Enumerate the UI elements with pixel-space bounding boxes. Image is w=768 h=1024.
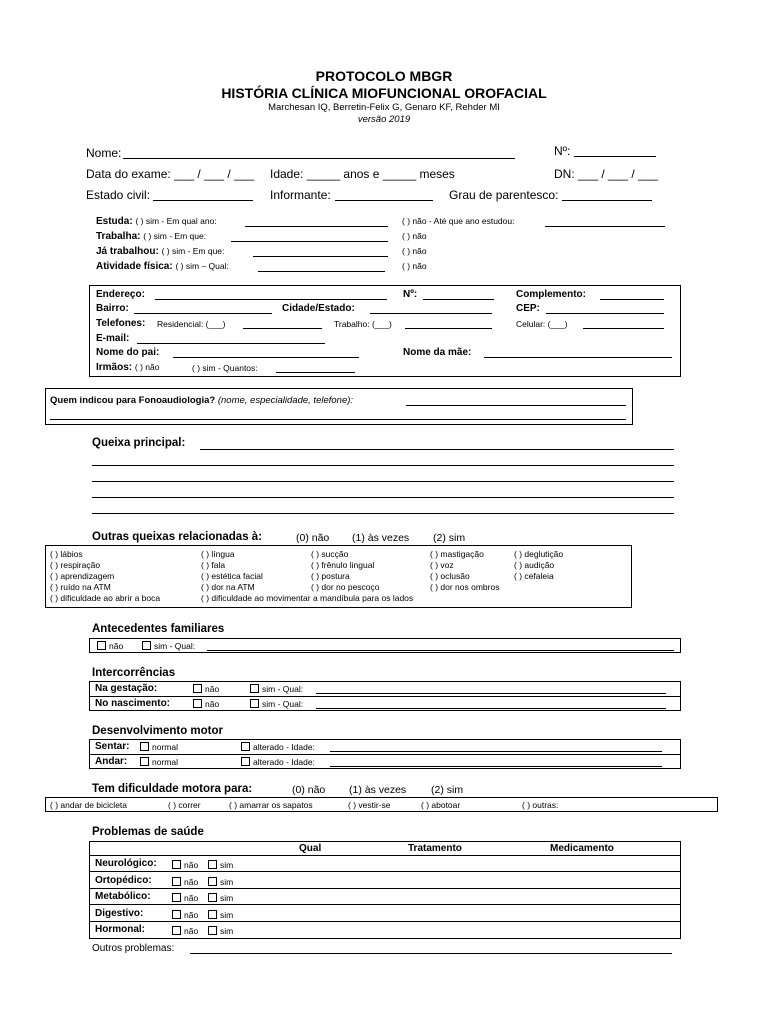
field-andar[interactable] — [330, 766, 662, 767]
complaint-item[interactable]: ( ) dor no pescoço — [311, 582, 380, 592]
complaint-item[interactable]: ( ) respiração — [50, 560, 101, 570]
form-version: versão 2019 — [357, 114, 411, 125]
field-queixa-4[interactable] — [92, 497, 674, 498]
antecedentes-nao[interactable]: não — [97, 641, 123, 651]
checkbox-icon — [208, 860, 217, 869]
label-irmaos: Irmãos: ( ) não — [96, 362, 160, 373]
col-qual: Qual — [299, 843, 322, 854]
label-outras-o1: (1) às vezes — [352, 532, 410, 544]
complaint-item[interactable]: ( ) oclusão — [430, 571, 470, 581]
complaint-item[interactable]: ( ) dor na ATM — [201, 582, 255, 592]
health-nao[interactable]: não — [172, 910, 198, 920]
complaint-item[interactable]: ( ) dificuldade ao movimentar a mandíbula para os lados — [201, 593, 414, 603]
label-atividade: Atividade física: ( ) sim – Qual: — [96, 261, 229, 272]
label-outras-o0: (0) não — [296, 532, 330, 544]
checkbox-icon — [193, 684, 202, 693]
checkbox-icon — [250, 684, 259, 693]
sentar-normal[interactable]: normal — [140, 742, 178, 752]
health-row-divider — [89, 904, 681, 905]
label-outros-problemas: Outros problemas: — [92, 943, 175, 954]
health-row-label: Neurológico: — [95, 858, 157, 869]
label-numero: Nº: — [554, 144, 571, 158]
label-dif-o0: (0) não — [292, 784, 326, 796]
difficulty-item[interactable]: ( ) vestir-se — [348, 800, 391, 810]
label-email: E-mail: — [96, 333, 130, 344]
field-mae[interactable] — [484, 357, 672, 358]
field-gestacao[interactable] — [316, 693, 666, 694]
label-dif-o2: (2) sim — [431, 784, 464, 796]
checkbox-icon — [208, 893, 217, 902]
complaint-item[interactable]: ( ) deglutição — [514, 549, 564, 559]
label-cep: CEP: — [516, 303, 540, 314]
difficulty-item[interactable]: ( ) outras: — [522, 800, 559, 810]
label-grau: Grau de parentesco: — [449, 188, 559, 202]
complaint-item[interactable]: ( ) aprendizagem — [50, 571, 115, 581]
label-nome: Nome: — [86, 146, 122, 160]
complaint-item[interactable]: ( ) fala — [201, 560, 226, 570]
checkbox-icon — [142, 641, 151, 650]
field-queixa-5[interactable] — [92, 513, 674, 514]
field-queixa-2[interactable] — [92, 465, 674, 466]
checkbox-icon — [172, 926, 181, 935]
field-end-numero[interactable] — [423, 299, 494, 300]
label-bairro: Bairro: — [96, 303, 129, 314]
label-estado-civil: Estado civil: — [86, 188, 151, 202]
health-sim[interactable]: sim — [208, 860, 233, 870]
label-endereco: Endereço: — [96, 289, 145, 300]
field-indicacao-1[interactable] — [406, 405, 626, 406]
field-estuda-sim[interactable] — [245, 226, 388, 227]
label-queixa: Queixa principal: — [92, 437, 186, 449]
label-sentar: Sentar: — [95, 741, 130, 752]
label-informante: Informante: — [270, 188, 331, 202]
antecedentes-sim[interactable]: sim - Qual: — [142, 641, 195, 651]
complaint-item[interactable]: ( ) lábios — [50, 549, 83, 559]
label-intercorrencias: Intercorrências — [92, 667, 176, 679]
health-sim[interactable]: sim — [208, 893, 233, 903]
label-celular: Celular: (___) — [516, 319, 568, 329]
field-queixa-1[interactable] — [200, 449, 674, 450]
field-cep[interactable] — [546, 313, 664, 314]
motor-divider — [89, 754, 681, 755]
field-sentar[interactable] — [330, 751, 662, 752]
label-ja-trabalhou-nao: ( ) não — [402, 246, 427, 256]
field-email[interactable] — [137, 343, 325, 344]
label-pai: Nome do pai: — [96, 347, 160, 358]
complaint-item[interactable]: ( ) mastigação — [430, 549, 484, 559]
label-residencial: Residencial: (___) — [157, 319, 226, 329]
label-idade: Idade: _____ anos e _____ meses — [270, 167, 455, 181]
field-pai[interactable] — [173, 357, 359, 358]
label-telefones: Telefones: — [96, 318, 146, 329]
label-dificuldade: Tem dificuldade motora para: — [92, 783, 253, 795]
checkbox-icon — [241, 757, 250, 766]
complaint-item[interactable]: ( ) postura — [311, 571, 350, 581]
label-dn: DN: ___ / ___ / ___ — [554, 167, 659, 181]
checkbox-icon — [140, 742, 149, 751]
label-data-exame: Data do exame: ___ / ___ / ___ — [86, 167, 255, 181]
field-trabalha-sim[interactable] — [231, 241, 388, 242]
complications-divider — [89, 696, 681, 697]
label-estuda: Estuda: ( ) sim - Em qual ano: — [96, 216, 217, 227]
field-nome[interactable] — [123, 158, 515, 159]
checkbox-icon — [241, 742, 250, 751]
checkbox-icon — [193, 699, 202, 708]
difficulty-item[interactable]: ( ) amarrar os sapatos — [229, 800, 313, 810]
checkbox-icon — [172, 893, 181, 902]
label-motor: Desenvolvimento motor — [92, 725, 223, 737]
field-indicacao-2[interactable] — [50, 419, 626, 420]
health-row-divider — [89, 921, 681, 922]
health-nao[interactable]: não — [172, 860, 198, 870]
label-antecedentes: Antecedentes familiares — [92, 623, 225, 635]
nascimento-sim[interactable]: sim - Qual: — [250, 699, 303, 709]
complaint-item[interactable]: ( ) dor nos ombros — [430, 582, 500, 592]
field-trabalho-tel[interactable] — [405, 328, 492, 329]
field-atividade-sim[interactable] — [258, 271, 385, 272]
field-nascimento[interactable] — [316, 708, 666, 709]
health-nao[interactable]: não — [172, 877, 198, 887]
health-row-divider — [89, 871, 681, 872]
health-nao[interactable]: não — [172, 926, 198, 936]
field-cidade[interactable] — [370, 313, 492, 314]
difficulty-item[interactable]: ( ) correr — [168, 800, 201, 810]
label-ja-trabalhou: Já trabalhou: ( ) sim - Em que: — [96, 246, 225, 257]
complaint-item[interactable]: ( ) língua — [201, 549, 235, 559]
field-grau[interactable] — [562, 200, 652, 201]
label-trabalho-tel: Trabalho: (___) — [334, 319, 392, 329]
label-outras-queixas: Outras queixas relacionadas à: — [92, 531, 263, 543]
form-title: PROTOCOLO MBGR — [315, 68, 453, 84]
checkbox-icon — [208, 910, 217, 919]
label-andar: Andar: — [95, 756, 128, 767]
col-medicamento: Medicamento — [550, 843, 614, 854]
health-sim[interactable]: sim — [208, 910, 233, 920]
field-antecedentes[interactable] — [207, 650, 674, 651]
field-complemento[interactable] — [600, 299, 664, 300]
complaint-item[interactable]: ( ) frênulo lingual — [311, 560, 375, 570]
complaint-item[interactable]: ( ) sucção — [311, 549, 349, 559]
health-row-divider — [89, 855, 681, 856]
field-estado-civil[interactable] — [153, 200, 253, 201]
complaint-item[interactable]: ( ) estética facial — [201, 571, 263, 581]
form-subtitle: HISTÓRIA CLÍNICA MIOFUNCIONAL OROFACIAL — [221, 85, 547, 101]
field-bairro[interactable] — [134, 313, 272, 314]
label-cidade: Cidade/Estado: — [282, 303, 355, 314]
complaint-item[interactable]: ( ) dificuldade ao abrir a boca — [50, 593, 161, 603]
health-row-divider — [89, 888, 681, 889]
label-saude: Problemas de saúde — [92, 826, 204, 838]
label-atividade-nao: ( ) não — [402, 261, 427, 271]
label-gestacao: Na gestação: — [95, 683, 158, 694]
field-informante[interactable] — [335, 200, 433, 201]
difficulty-item[interactable]: ( ) abotoar — [421, 800, 461, 810]
col-tratamento: Tratamento — [408, 843, 462, 854]
field-irmaos[interactable] — [276, 372, 355, 373]
health-nao[interactable]: não — [172, 893, 198, 903]
field-ja-trabalhou-sim[interactable] — [253, 256, 388, 257]
label-estuda-nao: ( ) não - Até que ano estudou: — [402, 216, 515, 226]
gestacao-sim[interactable]: sim - Qual: — [250, 684, 303, 694]
label-trabalha: Trabalha: ( ) sim - Em que: — [96, 231, 207, 242]
complaint-item[interactable]: ( ) cefaleia — [514, 571, 554, 581]
field-outros-problemas[interactable] — [190, 953, 672, 954]
label-complemento: Complemento: — [516, 289, 586, 300]
andar-alterado[interactable]: alterado - Idade: — [241, 757, 315, 767]
complaint-item[interactable]: ( ) ruído na ATM — [50, 582, 111, 592]
checkbox-icon — [140, 757, 149, 766]
difficulty-item[interactable]: ( ) andar de bicicleta — [50, 800, 128, 810]
health-sim[interactable]: sim — [208, 877, 233, 887]
checkbox-icon — [172, 910, 181, 919]
form-authors: Marchesan IQ, Berretin-Felix G, Genaro KF, Rehder MI — [268, 102, 500, 113]
checkbox-icon — [172, 877, 181, 886]
label-trabalha-nao: ( ) não — [402, 231, 427, 241]
label-mae: Nome da mãe: — [403, 347, 472, 358]
gestacao-nao[interactable]: não — [193, 684, 219, 694]
checkbox-icon — [208, 877, 217, 886]
field-residencial[interactable] — [243, 328, 322, 329]
label-end-numero: Nº: — [403, 289, 418, 300]
label-nascimento: No nascimento: — [95, 698, 171, 709]
checkbox-icon — [172, 860, 181, 869]
nascimento-nao[interactable]: não — [193, 699, 219, 709]
health-row-label: Metabólico: — [95, 891, 151, 902]
health-row-label: Ortopédico: — [95, 875, 152, 886]
label-irmaos-sim: ( ) sim - Quantos: — [192, 363, 258, 373]
label-dif-o1: (1) às vezes — [349, 784, 407, 796]
complaint-item[interactable]: ( ) voz — [430, 560, 454, 570]
checkbox-icon — [250, 699, 259, 708]
label-outras-o2: (2) sim — [433, 532, 466, 544]
health-row-label: Hormonal: — [95, 924, 145, 935]
field-queixa-3[interactable] — [92, 481, 674, 482]
health-sim[interactable]: sim — [208, 926, 233, 936]
checkbox-icon — [208, 926, 217, 935]
field-estuda-nao[interactable] — [545, 226, 665, 227]
sentar-alterado[interactable]: alterado - Idade: — [241, 742, 315, 752]
checkbox-icon — [97, 641, 106, 650]
field-endereco[interactable] — [155, 299, 387, 300]
field-celular[interactable] — [583, 328, 664, 329]
andar-normal[interactable]: normal — [140, 757, 178, 767]
complaint-item[interactable]: ( ) audição — [514, 560, 555, 570]
health-row-label: Digestivo: — [95, 908, 144, 919]
field-numero[interactable] — [574, 156, 656, 157]
label-indicacao: Quem indicou para Fonoaudiologia? (nome, especialidade, telefone): — [50, 395, 354, 406]
